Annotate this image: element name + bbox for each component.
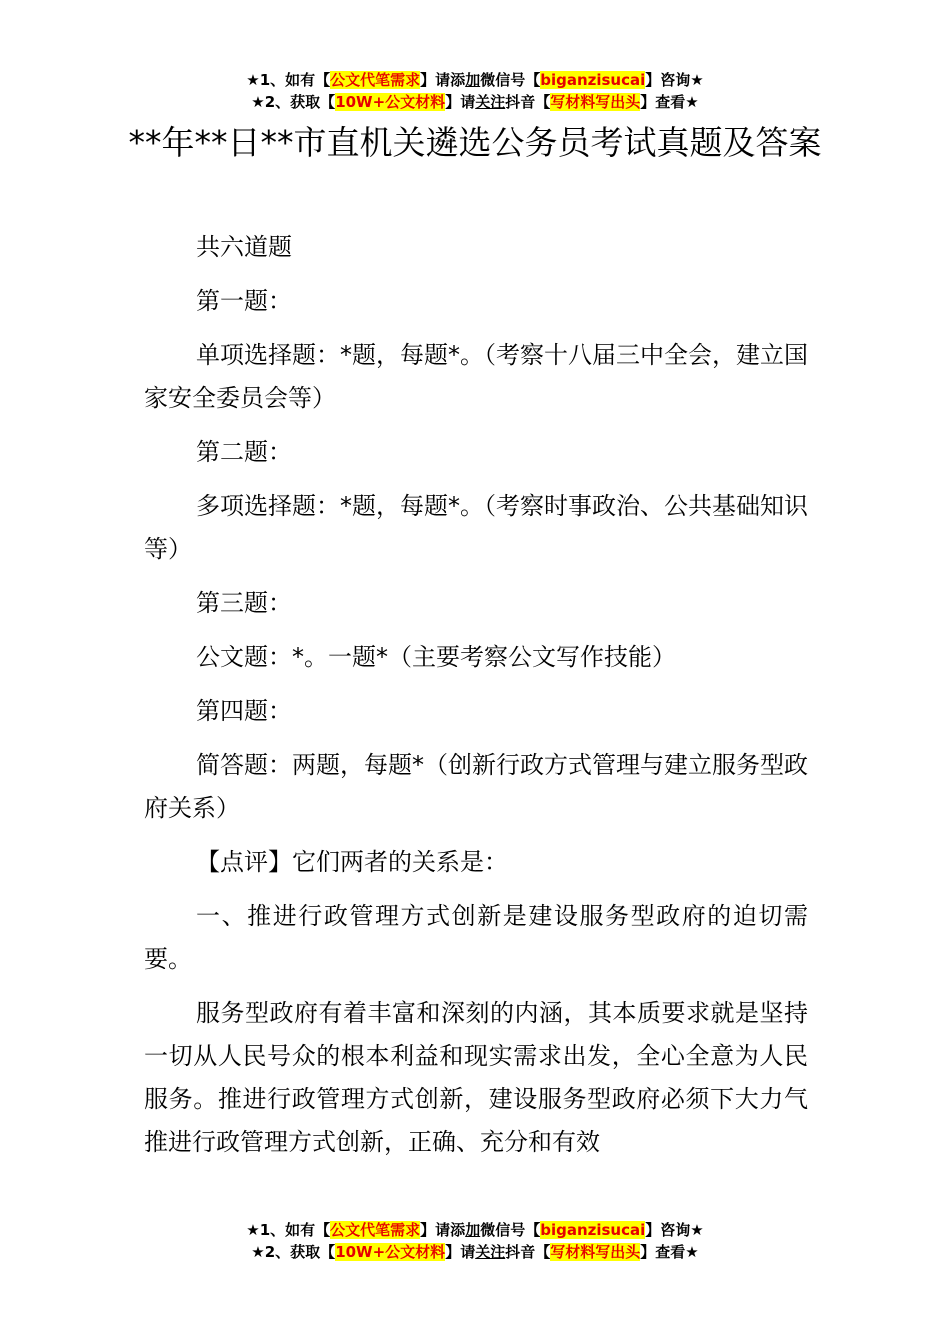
promo-footer-underlined-add: 加 (465, 1221, 481, 1239)
promo-line-2-prefix: ★2、获取【 (251, 93, 336, 111)
promo-footer-line-1-prefix: ★1、如有【 (246, 1221, 331, 1239)
promo-footer-highlight-service: 公文代笔需求 (330, 1221, 421, 1239)
paragraph-question-2-detail: 多项选择题：*题，每题*。（考察时事政治、公共基础知识等） (144, 492, 808, 563)
paragraph-question-4-heading: 第四题： (196, 697, 292, 725)
promo-highlight-service: 公文代笔需求 (330, 71, 421, 89)
promo-footer-underlined-follow: 关注 (475, 1243, 506, 1261)
promo-footer-line-2 (0, 1241, 950, 1263)
paragraph-comment-heading: 【点评】它们两者的关系是： (196, 848, 508, 876)
promo-line-1-mid2: 微信号【 (480, 71, 541, 89)
promo-footer-line-1 (0, 1219, 950, 1241)
promo-footer-line-1-suffix: 】咨询★ (645, 1221, 704, 1239)
promo-highlight-materials: 10W+公文材料 (335, 93, 446, 111)
paragraph-question-1-detail: 单项选择题：*题，每题*。（考察十八届三中全会，建立国家安全委员会等） (144, 341, 808, 412)
paragraph-question-1-heading: 第一题： (196, 287, 292, 315)
promo-line-2-mid: 】请 (445, 93, 476, 111)
promo-footer-line-2-mid: 】请 (445, 1243, 476, 1261)
promo-underlined-add: 加 (465, 71, 481, 89)
promo-header (0, 69, 950, 113)
document-body (144, 226, 808, 1175)
paragraph-question-3-detail: 公文题：*。一题*（主要考察公文写作技能） (196, 643, 676, 671)
promo-footer-line-2-mid2: 抖音【 (505, 1243, 551, 1261)
promo-footer-line-1-mid2: 微信号【 (480, 1221, 541, 1239)
promo-footer-douyin-account: 写材料写出头 (550, 1243, 641, 1261)
paragraph-question-2-heading: 第二题： (196, 438, 292, 466)
promo-footer-line-2-prefix: ★2、获取【 (251, 1243, 336, 1261)
promo-footer-wechat-id: biganzisucai (540, 1221, 646, 1239)
promo-line-1-mid: 】请添 (420, 71, 466, 89)
promo-wechat-id: biganzisucai (540, 71, 646, 89)
promo-douyin-account: 写材料写出头 (550, 93, 641, 111)
promo-line-1 (0, 69, 950, 91)
promo-line-1-prefix: ★1、如有【 (246, 71, 331, 89)
promo-line-2-mid2: 抖音【 (505, 93, 551, 111)
promo-line-2 (0, 91, 950, 113)
paragraph-question-3-heading: 第三题： (196, 589, 292, 617)
paragraph-question-count: 共六道题 (196, 233, 292, 261)
paragraph-point-1-body: 服务型政府有着丰富和深刻的内涵，其本质要求就是坚持一切从人民号众的根本利益和现实需求出发，全心全意为人民服务。推进行政管理方式创新，建设服务型政府必须下大力气推进行政管理方式创新，正确、充分和有效 (144, 999, 808, 1156)
promo-footer-line-1-mid: 】请添 (420, 1221, 466, 1239)
paragraph-point-1: 一、推进行政管理方式创新是建设服务型政府的迫切需要。 (144, 902, 808, 973)
promo-footer-line-2-suffix: 】查看★ (640, 1243, 699, 1261)
promo-footer-highlight-materials: 10W+公文材料 (335, 1243, 446, 1261)
promo-underlined-follow: 关注 (475, 93, 506, 111)
promo-line-1-suffix: 】咨询★ (645, 71, 704, 89)
paragraph-question-4-detail: 简答题：两题，每题*（创新行政方式管理与建立服务型政府关系） (144, 751, 808, 822)
promo-line-2-suffix: 】查看★ (640, 93, 699, 111)
promo-footer (0, 1219, 950, 1263)
document-title: **年**日**市直机关遴选公务员考试真题及答案 (128, 123, 822, 162)
